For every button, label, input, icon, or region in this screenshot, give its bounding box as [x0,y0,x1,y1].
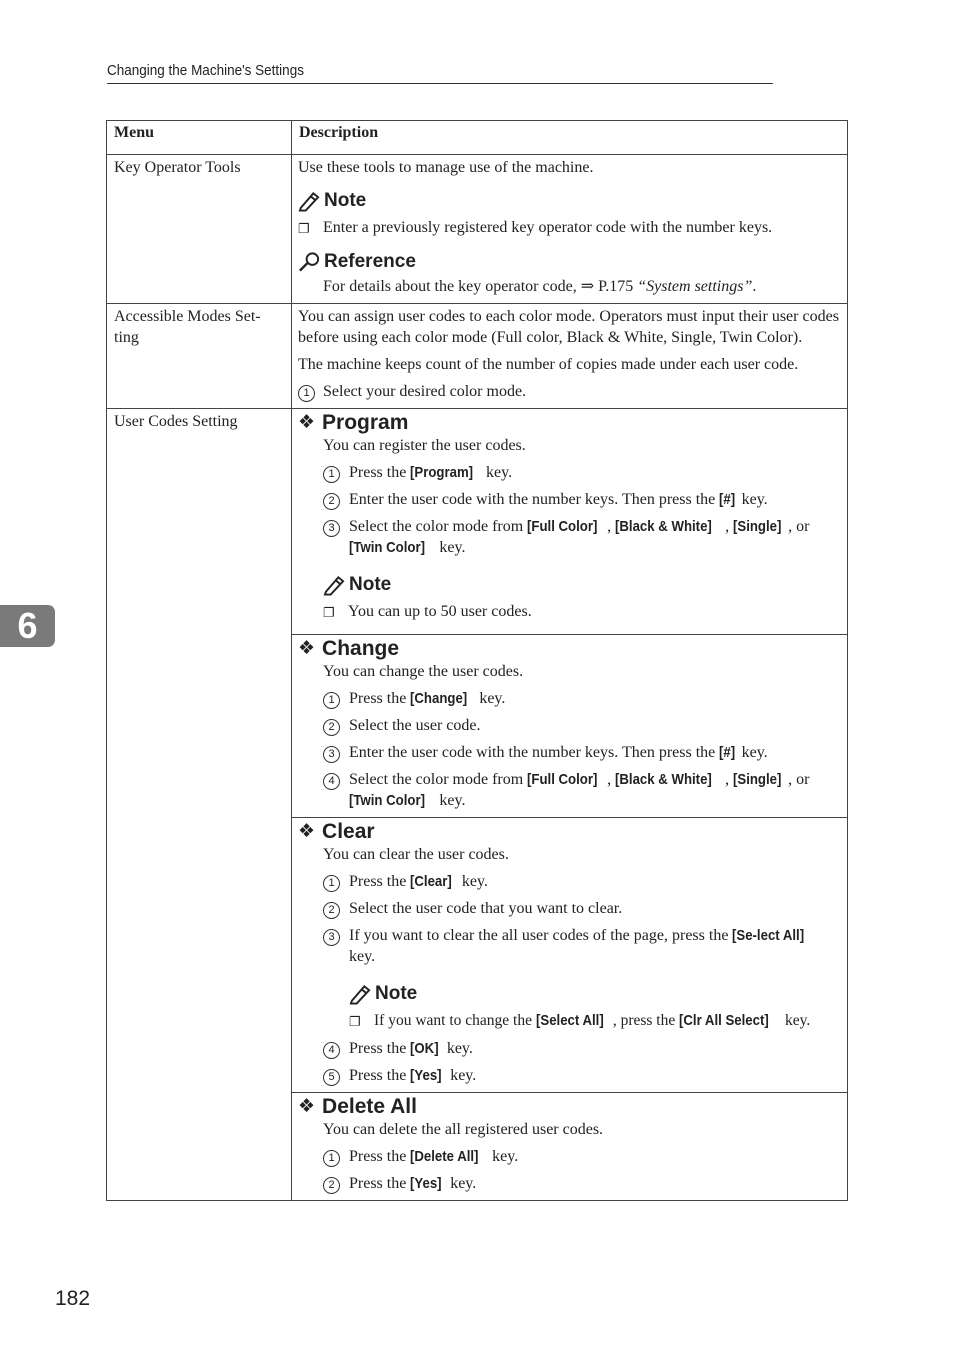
note-heading [323,574,841,596]
table-row [107,409,848,1201]
change-section [292,634,847,817]
key-label: [Yes] [410,1175,442,1192]
section-heading [298,820,841,844]
step-text-part: Press the [349,464,411,481]
menu-cell: Key Operator Tools [107,155,292,304]
diamond-bullet-icon: ❖ [298,638,316,659]
step-text-part: key. [442,1040,473,1057]
step-item [323,462,841,483]
step-text-part: Enter the user code with the number keys. Then press the [349,744,720,761]
column-header-menu: Menu [107,121,292,155]
section-intro: You can clear the user codes. [323,846,509,863]
step-item [323,688,841,709]
magnifier-reference-icon [298,251,321,273]
step-number-icon: 2 [323,493,340,510]
reference-text-part: . [752,278,757,295]
step-number-icon: 2 [323,1177,340,1194]
pencil-note-icon [298,190,321,212]
step-text-part: Press the [349,1148,411,1165]
step-number-icon: 3 [323,746,340,763]
step-item [323,898,841,919]
step-text [349,925,841,967]
step-text-part: key. [488,1148,519,1165]
step-text [349,1038,473,1059]
step-text-part: key. [349,948,376,965]
step-text: Select your desired color mode. [323,383,527,400]
description-text: Use these tools to manage use of the machine. [298,159,594,176]
step-number-icon: 1 [298,385,315,402]
key-label: [Se-lect All] [732,927,805,944]
step-text [349,489,768,510]
menu-cell: Accessible Modes Set-ting [107,304,292,409]
key-label: [Single] [733,771,782,788]
section-title: Clear [322,820,375,843]
step-text-part: , or [788,771,810,788]
step-text-part: key. [475,690,506,707]
step-item [298,381,841,402]
reference-heading [298,251,841,273]
diamond-bullet-icon: ❖ [298,821,316,842]
step-number-icon: 1 [323,466,340,483]
diamond-bullet-icon: ❖ [298,1096,316,1117]
step-text [349,688,505,709]
note-text-part: key. [781,1012,811,1029]
description-text: You can assign user codes to each color mode. Operators must input their user codes before using each color mode (Full color, Black & White, Single, Twin Color). [298,308,839,346]
key-label: [Black & White] [615,771,712,788]
key-label: [Single] [733,518,782,535]
step-text: Select the user code. [349,717,481,734]
section-title: Change [322,637,400,660]
note-text-part: If you want to change the [374,1012,536,1029]
step-text [349,516,810,558]
reference-title: Reference [324,251,416,272]
pencil-note-icon [349,983,372,1005]
step-item [323,925,841,967]
step-text-part: Select the color mode from [349,771,528,788]
key-label: [Clr All Select] [679,1012,769,1029]
key-label: [Delete All] [410,1148,479,1165]
step-text [349,742,768,763]
table-header-row [107,121,848,155]
checkbox-bullet-icon: ❐ [349,1014,361,1029]
step-number-icon: 2 [323,902,340,919]
step-text-part: key. [435,792,466,809]
reference-link[interactable]: “System settings” [637,278,753,295]
key-label: [Change] [410,690,468,707]
section-intro: You can change the user codes. [323,663,524,680]
description-cell [292,304,848,409]
chapter-tab: 6 [0,605,55,647]
step-text-part: If you want to clear the all user codes of the page, press the [349,927,733,944]
column-header-description: Description [292,121,848,155]
step-text-part: key. [737,744,768,761]
description-cell [292,409,848,1201]
note-title: Note [375,983,418,1004]
checkbox-bullet-icon: ❐ [298,221,310,236]
menu-cell: User Codes Setting [107,409,292,1201]
clear-section [292,817,847,1092]
note-heading [298,190,841,212]
settings-table [106,120,848,1201]
checkbox-bullet-icon: ❐ [323,605,335,620]
section-body [298,661,841,811]
description-text: The machine keeps count of the number of copies made under each user code. [298,356,799,373]
step-item [323,1173,841,1194]
step-number-icon: 2 [323,719,340,736]
key-label: [#] [719,744,736,761]
key-label: [OK] [410,1040,439,1057]
key-label: [Twin Color] [349,539,426,556]
key-label: [Yes] [410,1067,442,1084]
step-number-icon: 1 [323,1150,340,1167]
description-cell [292,155,848,304]
step-text-part: key. [446,1175,477,1192]
section-heading [298,637,841,661]
key-label: [Full Color] [527,771,598,788]
step-text-part: Press the [349,1067,411,1084]
step-text-part: , [607,771,616,788]
step-item [323,489,841,510]
reference-text [298,276,841,297]
table-row [107,155,848,304]
section-title: Delete All [322,1095,417,1118]
step-item [323,1038,841,1059]
key-label: [#] [719,491,736,508]
note-block [323,983,841,1032]
step-item [323,715,841,736]
step-number-icon: 1 [323,875,340,892]
step-number-icon: 3 [323,520,340,537]
program-section [292,409,847,634]
running-header [107,60,773,84]
header-title: Changing the Machine's Settings [107,62,304,79]
step-text-part: Press the [349,1040,411,1057]
step-number-icon: 4 [323,773,340,790]
step-item [323,742,841,763]
key-label: [Clear] [410,873,453,890]
step-text [349,462,512,483]
step-text-part: key. [435,539,466,556]
delete-all-section [292,1092,847,1200]
step-text-part: key. [482,464,513,481]
step-text-part: Press the [349,1175,411,1192]
note-heading [349,983,841,1005]
step-item [323,516,841,558]
key-label: [Black & White] [615,518,712,535]
pencil-note-icon [323,574,346,596]
note-item-text: Enter a previously registered key operator code with the number keys. [323,219,773,236]
section-title: Program [322,411,409,434]
section-body [298,844,841,1086]
section-intro: You can delete the all registered user codes. [323,1121,604,1138]
step-item [323,871,841,892]
page-number: 182 [55,1287,91,1310]
step-text-part: , [607,518,616,535]
step-text [349,1146,518,1167]
key-label: [Twin Color] [349,792,426,809]
step-number-icon: 5 [323,1069,340,1086]
step-text [349,769,810,811]
section-intro: You can register the user codes. [323,437,526,454]
section-heading [298,411,841,435]
step-text-part: key. [737,491,768,508]
note-text-part: , press the [612,1012,680,1029]
step-text: Select the user code that you want to clear. [349,900,623,917]
step-text-part: Press the [349,873,411,890]
step-item [323,769,841,811]
note-item [349,1010,841,1032]
table-row [107,304,848,409]
note-title: Note [324,190,367,211]
step-number-icon: 4 [323,1042,340,1059]
note-item [298,217,841,239]
step-text-part: Press the [349,690,411,707]
note-item-text [374,1010,810,1032]
step-number-icon: 3 [323,929,340,946]
step-text [349,871,488,892]
step-text-part: , [725,518,734,535]
key-label: [Program] [410,464,474,481]
step-text [349,1065,476,1086]
note-item [323,601,841,623]
step-text-part: Enter the user code with the number keys. Then press the [349,491,720,508]
step-item [323,1146,841,1167]
diamond-bullet-icon: ❖ [298,412,316,433]
step-text-part: , or [788,518,810,535]
key-label: [Select All] [535,1012,604,1029]
section-heading [298,1095,841,1119]
note-title: Note [349,574,392,595]
section-body [298,1119,841,1194]
reference-text-part: For details about the key operator code, ⇒ P.175 [323,278,638,295]
step-text-part: , [725,771,734,788]
step-item [323,1065,841,1086]
key-label: [Full Color] [527,518,598,535]
step-text-part: Select the color mode from [349,518,528,535]
step-number-icon: 1 [323,692,340,709]
step-text [349,1173,476,1194]
step-text-part: key. [446,1067,477,1084]
step-text-part: key. [457,873,488,890]
section-body [298,435,841,623]
note-item-text: You can up to 50 user codes. [348,603,532,620]
